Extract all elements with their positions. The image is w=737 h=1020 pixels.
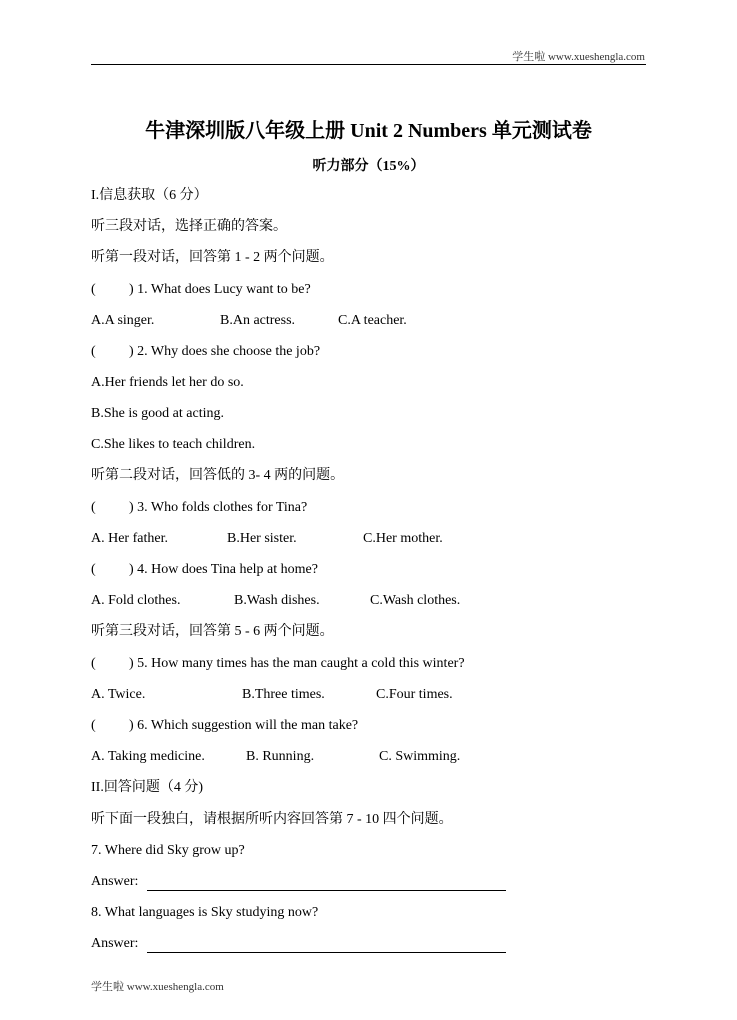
answer-blank-paren: ( (91, 344, 96, 359)
answer-label: Answer: (91, 874, 139, 889)
option-c: C. Swimming. (379, 749, 461, 764)
question-5 (91, 655, 465, 673)
option-b: B.An actress. (220, 313, 296, 328)
question-8-text: 8. What languages is Sky studying now? (91, 905, 319, 920)
document-title: 牛津深圳版八年级上册 Unit 2 Numbers 单元测试卷 (145, 120, 592, 142)
question-4-options (91, 592, 511, 610)
dialog1-intro: 听第一段对话，回答第 1 - 2 两个问题。 (91, 250, 334, 265)
answer-label: Answer: (91, 936, 139, 951)
answer-blank-paren: ( (91, 500, 96, 515)
question-2-text: ) 2. Why does she choose the job? (129, 344, 321, 359)
section2-heading: II.回答问题（4 分) (91, 780, 203, 795)
option-c: C.Wash clothes. (370, 593, 461, 608)
option-c: C.She likes to teach children. (91, 437, 256, 452)
question-6-options (91, 748, 511, 766)
question-4-text: ) 4. How does Tina help at home? (129, 562, 318, 577)
question-5-options (91, 686, 511, 704)
question-6 (91, 717, 358, 735)
answer-8-line[interactable] (147, 952, 506, 953)
dialog3-intro: 听第三段对话，回答第 5 - 6 两个问题。 (91, 624, 334, 639)
header-site-text: 学生啦 www.xueshengla.com (512, 51, 645, 63)
option-b: B.She is good at acting. (91, 406, 224, 421)
question-4 (91, 561, 318, 579)
question-1-options (91, 312, 491, 330)
option-b: B.Her sister. (227, 531, 297, 546)
option-b: B.Wash dishes. (234, 593, 320, 608)
option-b: B.Three times. (242, 687, 325, 702)
option-a: A. Fold clothes. (91, 593, 181, 608)
answer-blank-paren: ( (91, 282, 96, 297)
option-a: A.A singer. (91, 313, 155, 328)
question-7-text: 7. Where did Sky grow up? (91, 843, 245, 858)
dialog2-intro: 听第二段对话，回答低的 3- 4 两的问题。 (91, 468, 345, 483)
option-a: A. Her father. (91, 531, 168, 546)
question-3-text: ) 3. Who folds clothes for Tina? (129, 500, 308, 515)
option-a: A. Twice. (91, 687, 146, 702)
question-2 (91, 343, 320, 361)
question-1-text: ) 1. What does Lucy want to be? (129, 282, 311, 297)
answer-blank-paren: ( (91, 656, 96, 671)
document-subtitle: 听力部分（15%） (312, 159, 425, 174)
question-3-options (91, 530, 511, 548)
section1-heading: I.信息获取（6 分） (91, 188, 208, 203)
footer-site-text: 学生啦 www.xueshengla.com (91, 981, 224, 993)
question-6-text: ) 6. Which suggestion will the man take? (129, 718, 359, 733)
question-5-text: ) 5. How many times has the man caught a cold this winter? (129, 656, 465, 671)
option-b: B. Running. (246, 749, 315, 764)
section2-instruction: 听下面一段独白，请根据所听内容回答第 7 - 10 四个问题。 (91, 812, 453, 827)
option-c: C.A teacher. (338, 313, 407, 328)
question-1 (91, 281, 311, 299)
answer-blank-paren: ( (91, 562, 96, 577)
option-c: C.Four times. (376, 687, 453, 702)
section1-instruction: 听三段对话，选择正确的答案。 (91, 219, 287, 234)
option-a: A. Taking medicine. (91, 749, 205, 764)
option-c: C.Her mother. (363, 531, 443, 546)
answer-7-line[interactable] (147, 890, 506, 891)
header-rule (91, 64, 646, 65)
answer-blank-paren: ( (91, 718, 96, 733)
question-3 (91, 499, 307, 517)
option-a: A.Her friends let her do so. (91, 375, 244, 390)
